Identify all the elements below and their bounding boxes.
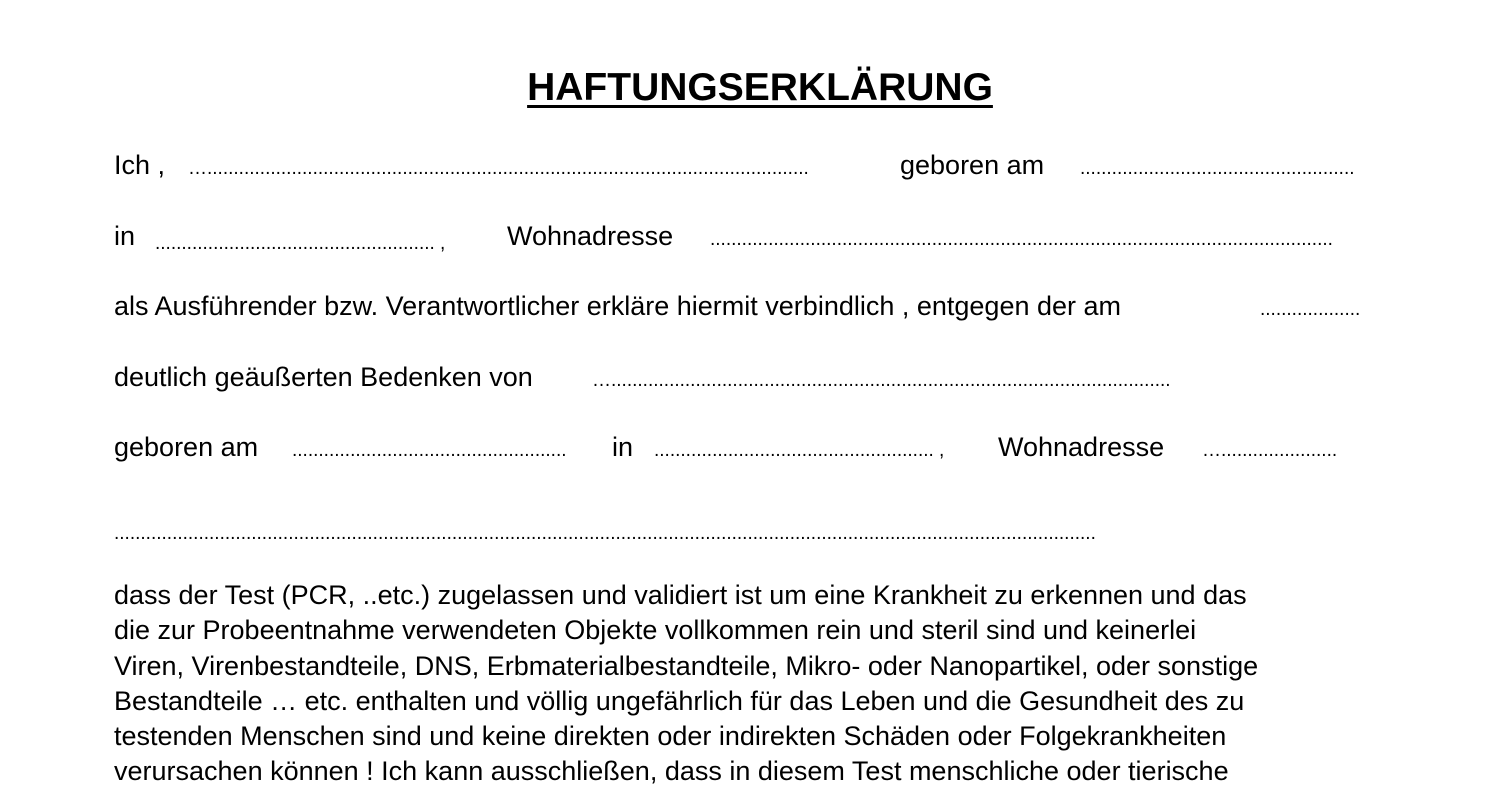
blank-name: ….................................................................................................................. [188, 158, 809, 179]
document-title: HAFTUNGSERKLÄRUNG [527, 66, 993, 109]
blank-birth-place-dots: ..................................................... , [155, 233, 446, 254]
label-wohnadresse: Wohnadresse [507, 221, 674, 251]
blank-birth-date-2: .................................................... [292, 440, 567, 461]
blank-address-2: …...................... [1202, 440, 1338, 461]
concerns-text: deutlich geäußerten Bedenken von [114, 362, 533, 392]
form-line-concerns [114, 360, 1396, 394]
label-ich: Ich , [114, 150, 166, 180]
label-in-2: in [612, 432, 634, 462]
blank-declaration-date: ................... [1260, 299, 1361, 320]
blank-address-continued: .......................................................................................................................................................................................... [114, 523, 1096, 544]
paragraph-line: testenden Menschen sind und keine direkten oder indirekten Schäden oder Folgekrankheiten [114, 721, 1227, 752]
paragraph-line: Bestandteile … etc. enthalten und völlig ungefährlich für das Leben und die Gesundheit des zu [114, 685, 1245, 716]
declaration-paragraph [114, 578, 1414, 790]
form-line-declaration [114, 289, 1396, 323]
label-in: in [114, 221, 136, 251]
blank-concerns-name: ….......................................................................................................... [592, 370, 1171, 391]
declaration-text: als Ausführender bzw. Verantwortlicher erkläre hiermit verbindlich , entgegen der am [114, 291, 1122, 321]
label-geboren-am-2: geboren am [114, 432, 259, 462]
paragraph-line: Viren, Virenbestandteile, DNS, Erbmaterialbestandteile, Mikro- oder Nanopartikel, oder sonstige [114, 650, 1259, 681]
blank-birth-place [155, 219, 495, 257]
paragraph-line: verursachen können ! Ich kann ausschließen, dass in diesem Test menschliche oder tierische [114, 756, 1229, 787]
form-line-address [114, 219, 1396, 253]
form-line-name [114, 148, 1396, 182]
blank-address: ...................................................................................................................... [710, 229, 1333, 250]
paragraph-line: die zur Probeentnahme verwendeten Objekte vollkommen rein und steril sind und keinerlei [114, 615, 1197, 646]
form-line-address-continued [114, 513, 1396, 547]
label-geboren-am: geboren am [900, 150, 1045, 180]
blank-birth-place-2: ..................................................... , [654, 440, 945, 461]
label-wohnadresse-2: Wohnadresse [998, 432, 1165, 462]
paragraph-line: dass der Test (PCR, ..etc.) zugelassen und validiert ist um eine Krankheit zu erkennen und das [114, 580, 1247, 610]
form-line-second-person [114, 430, 1396, 464]
blank-birth-date: .................................................... [1080, 158, 1355, 179]
